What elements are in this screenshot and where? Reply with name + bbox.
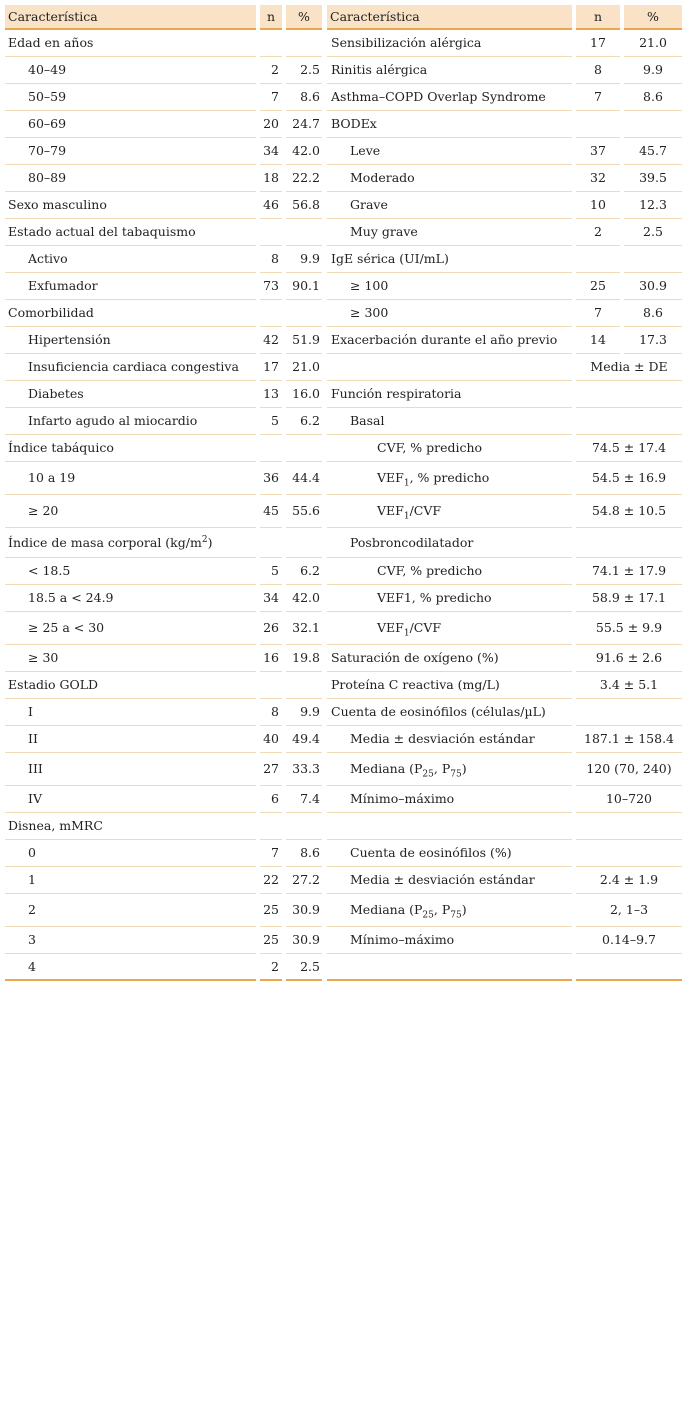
table-row (5, 219, 682, 246)
left-n-cell (260, 219, 282, 246)
right-characteristic-text: VEF (377, 503, 404, 518)
left-characteristic-text: Índice de masa corporal (kg/m (8, 534, 202, 550)
table-row (5, 753, 682, 786)
right-characteristic-text: VEF (377, 470, 404, 485)
left-n-cell: 45 (260, 495, 282, 528)
right-characteristic-text-end: ) (461, 761, 467, 776)
left-pct-cell: 24.7 (286, 111, 322, 138)
table-row (5, 612, 682, 645)
header-n-right: n (576, 5, 620, 30)
right-pct-cell: 30.9 (624, 273, 682, 300)
left-n-cell (260, 435, 282, 462)
left-characteristic-cell: II (5, 726, 256, 753)
left-pct-cell: 7.4 (286, 786, 322, 813)
right-characteristic-text-mid: , P (433, 761, 451, 776)
right-value-cell: 74.1 ± 17.9 (576, 558, 682, 585)
left-n-cell: 16 (260, 645, 282, 672)
right-value-cell (576, 381, 682, 408)
left-n-cell: 8 (260, 699, 282, 726)
right-n-cell (576, 111, 620, 138)
right-characteristic-cell: Proteína C reactiva (mg/L) (327, 672, 572, 699)
right-characteristic-text-end: /CVF (409, 503, 442, 518)
table-row (5, 495, 682, 528)
left-pct-cell: 9.9 (286, 699, 322, 726)
table-row (5, 327, 682, 354)
left-characteristic-cell: 60–69 (5, 111, 256, 138)
right-characteristic-cell: Función respiratoria (327, 381, 572, 408)
left-pct-cell: 27.2 (286, 867, 322, 894)
header-pct-left: % (286, 5, 322, 30)
left-pct-cell (286, 813, 322, 840)
right-characteristic-cell: CVF, % predicho (327, 558, 572, 585)
table-row (5, 300, 682, 327)
left-pct-cell: 56.8 (286, 192, 322, 219)
right-n-cell: 10 (576, 192, 620, 219)
left-n-cell: 20 (260, 111, 282, 138)
left-characteristic-cell: Edad en años (5, 30, 256, 57)
left-pct-cell (286, 30, 322, 57)
left-n-cell: 22 (260, 867, 282, 894)
right-pct-cell: 17.3 (624, 327, 682, 354)
right-pct-cell: 21.0 (624, 30, 682, 57)
left-characteristic-cell: 70–79 (5, 138, 256, 165)
left-n-cell: 27 (260, 753, 282, 786)
table-row (5, 867, 682, 894)
right-pct-cell: 2.5 (624, 219, 682, 246)
left-pct-cell: 30.9 (286, 927, 322, 954)
table-row (5, 786, 682, 813)
right-pct-cell: 39.5 (624, 165, 682, 192)
table-row (5, 672, 682, 699)
table-row (5, 408, 682, 435)
left-pct-cell: 8.6 (286, 84, 322, 111)
right-characteristic-cell: CVF, % predicho (327, 435, 572, 462)
right-characteristic-cell: Exacerbación durante el año previo (327, 327, 572, 354)
left-pct-cell: 51.9 (286, 327, 322, 354)
left-characteristic-cell: Exfumador (5, 273, 256, 300)
left-characteristic-cell: Diabetes (5, 381, 256, 408)
left-n-cell: 73 (260, 273, 282, 300)
subscript: 75 (450, 910, 462, 921)
right-value-cell: 187.1 ± 158.4 (576, 726, 682, 753)
left-pct-cell (286, 300, 322, 327)
left-pct-cell: 22.2 (286, 165, 322, 192)
left-pct-cell: 90.1 (286, 273, 322, 300)
left-pct-cell: 55.6 (286, 495, 322, 528)
right-value-cell (576, 813, 682, 840)
left-characteristic-cell: Índice tabáquico (5, 435, 256, 462)
left-characteristic-cell: 80–89 (5, 165, 256, 192)
left-characteristic-cell: Estado actual del tabaquismo (5, 219, 256, 246)
subscript: 25 (422, 910, 434, 921)
left-characteristic-cell: Comorbilidad (5, 300, 256, 327)
right-value-cell (576, 699, 682, 726)
left-pct-cell (286, 435, 322, 462)
left-n-cell: 26 (260, 612, 282, 645)
table-row (5, 528, 682, 558)
left-pct-cell: 33.3 (286, 753, 322, 786)
right-pct-cell (624, 246, 682, 273)
left-characteristic-cell: Infarto agudo al miocardio (5, 408, 256, 435)
right-characteristic-cell: Media ± desviación estándar (327, 867, 572, 894)
left-characteristic-cell: Disnea, mMRC (5, 813, 256, 840)
right-characteristic-cell: VEF1, % predicho (327, 585, 572, 612)
right-n-cell: 7 (576, 84, 620, 111)
left-pct-cell: 6.2 (286, 558, 322, 585)
left-n-cell (260, 300, 282, 327)
right-characteristic-cell (327, 462, 572, 495)
left-characteristic-cell: 2 (5, 894, 256, 927)
left-pct-cell: 21.0 (286, 354, 322, 381)
table-row (5, 111, 682, 138)
left-n-cell: 46 (260, 192, 282, 219)
right-value-cell (576, 954, 682, 981)
right-value-cell (576, 840, 682, 867)
table-row (5, 435, 682, 462)
subscript: 1 (403, 511, 410, 522)
right-n-cell: 25 (576, 273, 620, 300)
left-n-cell: 7 (260, 84, 282, 111)
left-characteristic-cell: 18.5 a < 24.9 (5, 585, 256, 612)
right-characteristic-text-end: ) (461, 902, 467, 917)
right-pct-cell: 45.7 (624, 138, 682, 165)
table-row (5, 585, 682, 612)
left-n-cell: 2 (260, 954, 282, 981)
table-row (5, 954, 682, 981)
right-characteristic-cell: Rinitis alérgica (327, 57, 572, 84)
table-row (5, 273, 682, 300)
left-n-cell: 13 (260, 381, 282, 408)
left-pct-cell: 42.0 (286, 585, 322, 612)
right-value-cell: 10–720 (576, 786, 682, 813)
left-characteristic-cell: ≥ 20 (5, 495, 256, 528)
left-characteristic-text-end: ) (207, 534, 213, 550)
right-n-cell: 17 (576, 30, 620, 57)
table-row (5, 699, 682, 726)
left-n-cell: 40 (260, 726, 282, 753)
left-n-cell: 5 (260, 408, 282, 435)
right-n-cell: 14 (576, 327, 620, 354)
table-row (5, 840, 682, 867)
left-characteristic-cell: Sexo masculino (5, 192, 256, 219)
table-row (5, 57, 682, 84)
header-n-left: n (260, 5, 282, 30)
left-n-cell (260, 813, 282, 840)
right-characteristic-text: Mediana (P (350, 902, 423, 917)
right-characteristic-cell: IgE sérica (UI/mL) (327, 246, 572, 273)
right-characteristic-cell: Mínimo–máximo (327, 927, 572, 954)
left-characteristic-cell: Activo (5, 246, 256, 273)
right-value-cell: 3.4 ± 5.1 (576, 672, 682, 699)
left-n-cell (260, 30, 282, 57)
right-characteristic-cell: Cuenta de eosinófilos (células/µL) (327, 699, 572, 726)
left-n-cell: 5 (260, 558, 282, 585)
characteristics-table-wrapper (5, 5, 682, 981)
table-row (5, 927, 682, 954)
left-pct-cell (286, 528, 322, 558)
table-row (5, 30, 682, 57)
left-characteristic-cell: ≥ 25 a < 30 (5, 612, 256, 645)
table-row (5, 381, 682, 408)
right-pct-cell: 8.6 (624, 84, 682, 111)
header-pct-right: % (624, 5, 682, 30)
left-pct-cell (286, 672, 322, 699)
left-pct-cell: 44.4 (286, 462, 322, 495)
right-pct-cell: 8.6 (624, 300, 682, 327)
left-n-cell: 2 (260, 57, 282, 84)
right-characteristic-cell (327, 954, 572, 981)
right-value-cell: 54.8 ± 10.5 (576, 495, 682, 528)
right-characteristic-cell (327, 495, 572, 528)
left-pct-cell: 8.6 (286, 840, 322, 867)
right-characteristic-cell: BODEx (327, 111, 572, 138)
left-characteristic-cell: Estadio GOLD (5, 672, 256, 699)
left-n-cell: 34 (260, 138, 282, 165)
left-characteristic-cell: ≥ 30 (5, 645, 256, 672)
header-characteristic-right: Característica (327, 5, 572, 30)
right-value-cell: Media ± DE (576, 354, 682, 381)
right-pct-cell: 9.9 (624, 57, 682, 84)
right-characteristic-cell (327, 894, 572, 927)
header-characteristic-left: Característica (5, 5, 256, 30)
table-row (5, 246, 682, 273)
right-pct-cell (624, 111, 682, 138)
left-pct-cell: 6.2 (286, 408, 322, 435)
right-characteristic-cell: Muy grave (327, 219, 572, 246)
right-value-cell: 91.6 ± 2.6 (576, 645, 682, 672)
right-characteristic-cell: Media ± desviación estándar (327, 726, 572, 753)
right-n-cell: 8 (576, 57, 620, 84)
right-pct-cell: 12.3 (624, 192, 682, 219)
right-characteristic-cell: Sensibilización alérgica (327, 30, 572, 57)
table-row (5, 645, 682, 672)
left-n-cell: 7 (260, 840, 282, 867)
right-characteristic-text: VEF (377, 620, 404, 635)
right-characteristic-text: Mediana (P (350, 761, 423, 776)
right-characteristic-cell: Saturación de oxígeno (%) (327, 645, 572, 672)
right-characteristic-cell: ≥ 100 (327, 273, 572, 300)
table-header-row (5, 5, 682, 30)
left-characteristic-cell: 40–49 (5, 57, 256, 84)
left-characteristic-cell: 0 (5, 840, 256, 867)
right-characteristic-cell: Posbroncodilatador (327, 528, 572, 558)
right-n-cell: 2 (576, 219, 620, 246)
left-n-cell: 17 (260, 354, 282, 381)
left-pct-cell: 30.9 (286, 894, 322, 927)
right-characteristic-cell (327, 813, 572, 840)
left-n-cell: 25 (260, 927, 282, 954)
left-characteristic-cell: 50–59 (5, 84, 256, 111)
table-row (5, 726, 682, 753)
left-characteristic-cell: I (5, 699, 256, 726)
left-n-cell: 42 (260, 327, 282, 354)
right-characteristic-cell: Asthma–COPD Overlap Syndrome (327, 84, 572, 111)
right-characteristic-cell (327, 753, 572, 786)
right-characteristic-cell: Cuenta de eosinófilos (%) (327, 840, 572, 867)
table-row (5, 84, 682, 111)
right-characteristic-cell: Grave (327, 192, 572, 219)
table-row (5, 165, 682, 192)
right-value-cell: 54.5 ± 16.9 (576, 462, 682, 495)
left-characteristic-cell: 4 (5, 954, 256, 981)
left-characteristic-cell: IV (5, 786, 256, 813)
left-pct-cell: 49.4 (286, 726, 322, 753)
right-value-cell: 2.4 ± 1.9 (576, 867, 682, 894)
right-characteristic-text-end: , % predicho (409, 470, 490, 485)
table-row (5, 192, 682, 219)
table-body (5, 30, 682, 981)
left-characteristic-cell (5, 528, 256, 558)
left-characteristic-cell: 10 a 19 (5, 462, 256, 495)
left-pct-cell: 16.0 (286, 381, 322, 408)
subscript: 25 (422, 769, 434, 780)
right-characteristic-cell: Moderado (327, 165, 572, 192)
left-pct-cell: 2.5 (286, 954, 322, 981)
left-n-cell: 18 (260, 165, 282, 192)
right-characteristic-text-end: /CVF (409, 620, 442, 635)
left-pct-cell: 9.9 (286, 246, 322, 273)
left-n-cell: 34 (260, 585, 282, 612)
right-value-cell (576, 408, 682, 435)
left-characteristic-cell: 3 (5, 927, 256, 954)
left-pct-cell: 32.1 (286, 612, 322, 645)
right-characteristic-text-mid: , P (433, 902, 451, 917)
left-pct-cell (286, 219, 322, 246)
table-row (5, 813, 682, 840)
subscript: 1 (403, 478, 410, 489)
left-characteristic-cell: 1 (5, 867, 256, 894)
right-n-cell: 7 (576, 300, 620, 327)
right-n-cell (576, 246, 620, 273)
table-row (5, 558, 682, 585)
right-characteristic-cell (327, 354, 572, 381)
left-n-cell (260, 672, 282, 699)
right-value-cell: 55.5 ± 9.9 (576, 612, 682, 645)
table-row (5, 138, 682, 165)
table-row (5, 354, 682, 381)
right-n-cell: 37 (576, 138, 620, 165)
left-pct-cell: 42.0 (286, 138, 322, 165)
left-characteristic-cell: III (5, 753, 256, 786)
left-pct-cell: 2.5 (286, 57, 322, 84)
left-n-cell (260, 528, 282, 558)
right-characteristic-cell: ≥ 300 (327, 300, 572, 327)
table-row (5, 462, 682, 495)
right-value-cell: 58.9 ± 17.1 (576, 585, 682, 612)
subscript: 1 (403, 628, 410, 639)
right-value-cell (576, 528, 682, 558)
right-characteristic-cell (327, 612, 572, 645)
right-characteristic-cell: Leve (327, 138, 572, 165)
right-value-cell: 0.14–9.7 (576, 927, 682, 954)
left-n-cell: 25 (260, 894, 282, 927)
right-n-cell: 32 (576, 165, 620, 192)
right-value-cell: 74.5 ± 17.4 (576, 435, 682, 462)
subscript: 75 (450, 769, 462, 780)
left-characteristic-cell: < 18.5 (5, 558, 256, 585)
left-pct-cell: 19.8 (286, 645, 322, 672)
characteristics-table (5, 5, 682, 981)
right-characteristic-cell: Basal (327, 408, 572, 435)
right-value-cell: 2, 1–3 (576, 894, 682, 927)
left-n-cell: 36 (260, 462, 282, 495)
left-characteristic-cell: Insuficiencia cardiaca congestiva (5, 354, 256, 381)
table-row (5, 894, 682, 927)
superscript: 2 (201, 534, 208, 545)
right-value-cell: 120 (70, 240) (576, 753, 682, 786)
left-n-cell: 6 (260, 786, 282, 813)
right-characteristic-cell: Mínimo–máximo (327, 786, 572, 813)
left-n-cell: 8 (260, 246, 282, 273)
left-characteristic-cell: Hipertensión (5, 327, 256, 354)
